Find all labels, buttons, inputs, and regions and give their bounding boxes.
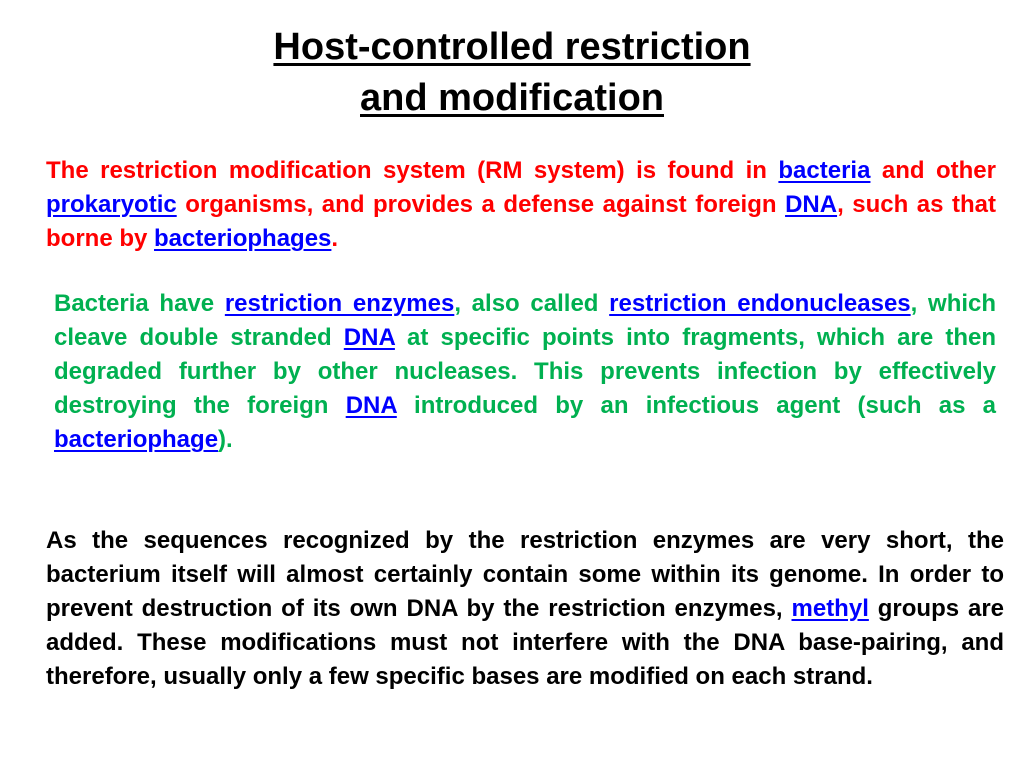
link-dna[interactable]: DNA [343, 324, 395, 351]
link-restriction-enzymes[interactable]: restriction enzymes [224, 290, 455, 317]
slide-title [0, 22, 1024, 124]
link-methyl[interactable]: methyl [791, 595, 869, 622]
p3-text-1: As the sequences recognized by the restriction enzymes are very short, the bacterium itself will almost certainly contain some within its genome. In order to prevent destruction of its own DNA by the restriction enzymes, [46, 527, 1004, 622]
link-prokaryotic[interactable]: prokaryotic [46, 191, 177, 218]
link-bacteriophages[interactable]: bacteriophages [154, 225, 332, 252]
p1-text-2: and other [870, 157, 996, 184]
p3-text-2: groups are added. These modifications must not interfere with the DNA base-pairing, and therefore, usually only a few specific bases are modified on each strand. [46, 595, 1005, 690]
p2-text-2: , also called [454, 290, 610, 317]
link-dna[interactable]: DNA [345, 392, 397, 419]
link-bacteria[interactable]: bacteria [778, 157, 871, 184]
p2-text-6: ). [218, 426, 233, 453]
p2-text-5: introduced by an infectious agent (such as a [396, 392, 996, 419]
link-bacteriophage[interactable]: bacteriophage [54, 426, 219, 453]
link-restriction-endonucleases[interactable]: restriction endonucleases [609, 290, 911, 317]
p1-text-3: organisms, and provides a defense against foreign [176, 191, 786, 218]
slide-title-line-2: and modification [360, 77, 664, 119]
paragraph-methylation [46, 524, 1004, 694]
p1-text-4: , such as that borne by [46, 191, 997, 252]
paragraph-rm-system [46, 154, 996, 256]
p2-text-4: at specific points into fragments, which are then degraded further by other nucleases. This prevents infection by effectively destroying the foreign [54, 324, 996, 419]
p1-text-5: . [331, 225, 339, 252]
p2-text-1: Bacteria have [54, 290, 225, 317]
slide-title-line-1: Host-controlled restriction [273, 26, 751, 68]
link-dna[interactable]: DNA [785, 191, 838, 218]
paragraph-restriction-enzymes [54, 287, 996, 457]
p2-text-3: , which cleave double stranded [54, 290, 997, 351]
p1-text-1: The restriction modification system (RM system) is found in [46, 157, 779, 184]
